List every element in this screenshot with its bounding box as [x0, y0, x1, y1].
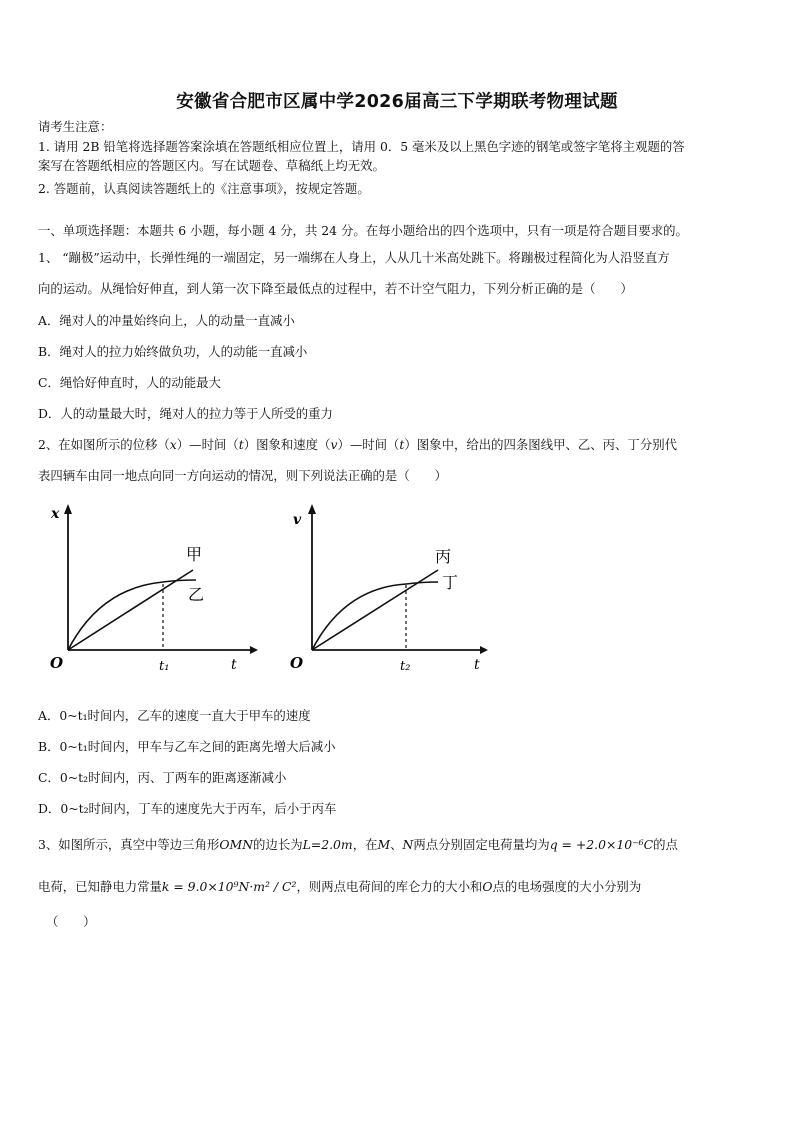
t2-tick-label: t₂ — [400, 659, 411, 674]
q2-stem-part: ）图象和速度（ — [243, 437, 331, 452]
xt-graph — [38, 500, 258, 680]
q1-option-a: A．绳对人的冲量始终向上，人的动量一直减小 — [38, 313, 295, 328]
q1-stem-cont: 向的运动。从绳恰好伸直，到人第一次下降至最低点的过程中，若不计空气阻力，下列分析正确的是（ ） — [38, 281, 633, 296]
q1-option-b: B．绳对人的拉力始终做负功，人的动能一直减小 — [38, 344, 308, 359]
page-title: 安徽省合肥市区属中学2026届高三下学期联考物理试题 — [176, 92, 618, 112]
q3-stem — [38, 836, 760, 854]
notice-item-1-cont: 案写在答题纸相应的答题区内。写在试题卷、草稿纸上均无效。 — [38, 158, 385, 173]
q3-answer-blank: （ ） — [46, 914, 96, 929]
curve-ding — [312, 582, 438, 650]
x-axis-arrow — [250, 646, 258, 654]
q2-option-b: B．0~t₁时间内，甲车与乙车之间的距离先增大后减小 — [38, 739, 336, 754]
q2-option-a: A．0~t₁时间内，乙车的速度一直大于甲车的速度 — [38, 708, 311, 723]
q1-stem: 1、 “蹦极”运动中，长弹性绳的一端固定，另一端绑在人身上，人从几十米高处跳下。将蹦极过程简化为人沿竖直方 — [38, 250, 670, 265]
curve-jia — [68, 570, 193, 650]
q2-stem — [38, 436, 760, 454]
notice-heading: 请考生注意： — [38, 119, 113, 134]
vt-graph — [282, 500, 502, 680]
q2-stem-part: ）—时间（ — [337, 437, 400, 452]
q3-stem-part: 的点 — [653, 837, 678, 852]
x-axis-label: t — [474, 657, 480, 673]
section-heading: 一、单项选择题：本题共 6 小题，每小题 4 分，共 24 分。在每小题给出的四个选项中，只有一项是符合题目要求的。 — [38, 223, 688, 238]
q3-triangle-name: OMN — [219, 837, 254, 852]
curve-yi — [68, 580, 196, 650]
q2-option-d: D．0~t₂时间内，丁车的速度先大于丙车，后小于丙车 — [38, 801, 337, 816]
q1-option-d: D．人的动量最大时，绳对人的拉力等于人所受的重力 — [38, 406, 333, 421]
q2-stem-cont: 表四辆车由同一地点向同一方向运动的情况，则下列说法正确的是（ ） — [38, 468, 447, 483]
q3-stem-part: 3、如图所示，真空中等边三角形 — [38, 837, 220, 852]
q3-point-n: N — [402, 837, 414, 852]
y-axis-label: v — [293, 512, 302, 528]
q2-stem-var-t: t — [238, 437, 244, 452]
q1-option-c: C．绳恰好伸直时，人的动能最大 — [38, 375, 221, 390]
notice-item-2: 2. 答题前，认真阅读答题纸上的《注意事项》，按规定答题。 — [38, 181, 370, 196]
q3-side-length: L=2.0m — [302, 837, 353, 852]
q2-stem-part: ）图象中，给出的四条图线甲、乙、丙、丁分别代 — [404, 437, 677, 452]
curve-bing-label: 丙 — [435, 547, 452, 566]
t1-tick-label: t₁ — [159, 659, 170, 674]
notice-item-1: 1. 请用 2B 铅笔将选择题答案涂填在答题纸相应位置上，请用 0．5 毫米及以上黑色字迹的钢笔或签字笔将主观题的答 — [38, 139, 685, 154]
q3-stem-part: 点的电场强度的大小分别为 — [492, 879, 642, 894]
q2-stem-var-t: t — [399, 437, 405, 452]
q2-stem-var-x: x — [169, 437, 177, 452]
origin-label: O — [290, 654, 304, 672]
q3-stem-part: 电荷，已知静电力常量 — [38, 879, 162, 894]
q2-stem-var-v: v — [330, 437, 338, 452]
q3-constant-formula: k = 9.0×10⁹N·m² / C² — [161, 879, 297, 894]
x-axis-arrow — [480, 646, 488, 654]
q3-stem-part: 、 — [390, 837, 403, 852]
q2-stem-part: 2、在如图所示的位移（ — [38, 437, 170, 452]
q3-point-m: M — [377, 837, 391, 852]
q3-stem-part: 两点分别固定电荷量均为 — [413, 837, 550, 852]
q3-stem-cont — [38, 878, 760, 896]
y-axis-arrow — [64, 504, 72, 514]
curve-ding-label: 丁 — [442, 573, 459, 592]
x-axis-label: t — [231, 657, 237, 673]
q2-option-c: C．0~t₂时间内，丙、丁两车的距离逐渐减小 — [38, 770, 287, 785]
origin-label: O — [50, 654, 64, 672]
y-axis-label: x — [51, 506, 60, 522]
y-axis-arrow — [308, 504, 316, 514]
q3-stem-part: 的边长为 — [253, 837, 303, 852]
q3-charge-formula: q = +2.0×10⁻⁶C — [549, 837, 654, 852]
curve-yi-label: 乙 — [188, 585, 205, 604]
q3-stem-part: ，则两点电荷间的库仑力的大小和 — [296, 879, 483, 894]
q2-stem-part: ）—时间（ — [176, 437, 239, 452]
q3-point-o: O — [482, 879, 493, 894]
q3-stem-part: ，在 — [352, 837, 378, 852]
curve-jia-label: 甲 — [186, 545, 203, 564]
